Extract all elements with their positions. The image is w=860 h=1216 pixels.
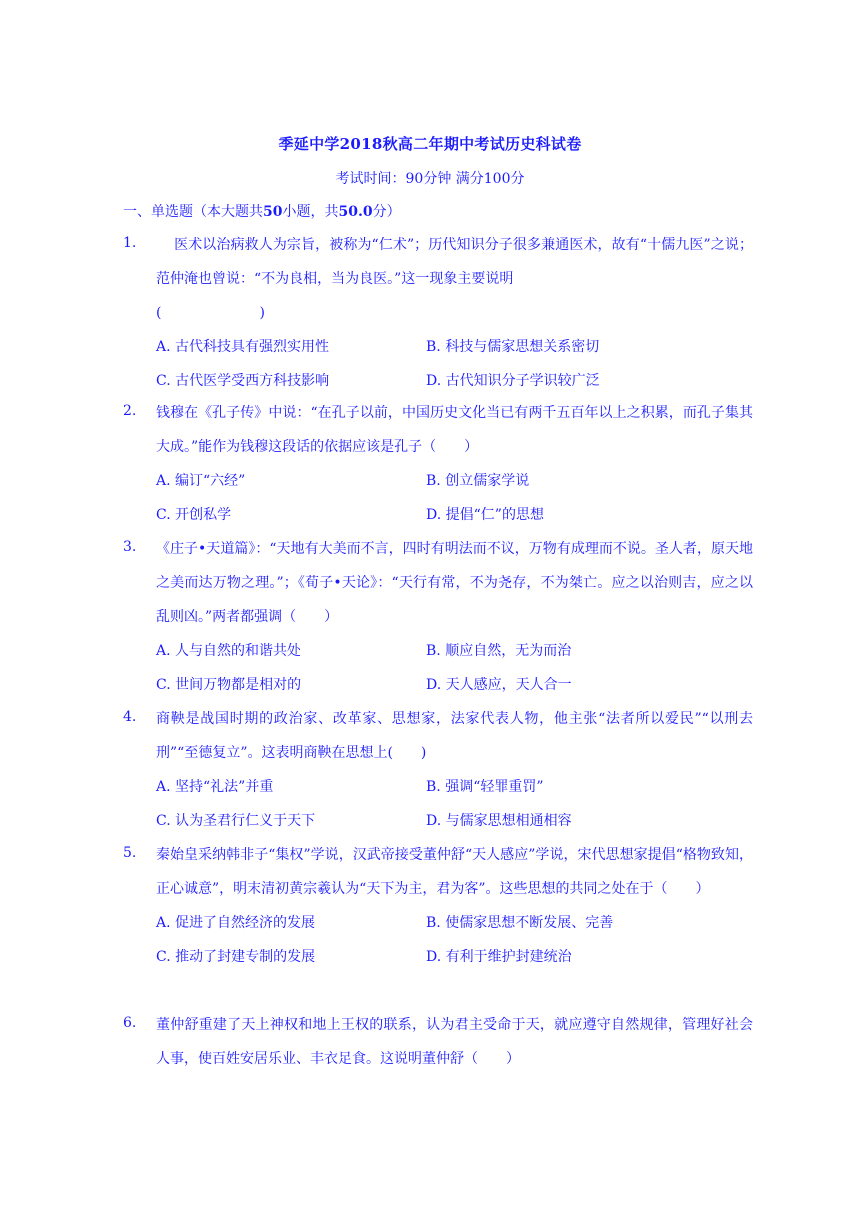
question-number: 6. (123, 1015, 137, 1031)
question-number: 3. (123, 539, 137, 555)
option-d[interactable]: D. 有利于维护封建统治 (426, 949, 572, 965)
option-a[interactable]: A. 人与自然的和谐共处 (156, 643, 302, 659)
section-label-prefix: 一、单选题（本大题共 (123, 204, 263, 220)
question-6 (123, 1008, 753, 1076)
exam-subtitle: 考试时间：90分钟 满分100分 (335, 171, 525, 187)
option-d[interactable]: D. 古代知识分子学识较广泛 (426, 373, 600, 389)
question-2 (123, 396, 753, 532)
section-heading (123, 201, 401, 221)
options (156, 330, 753, 398)
option-b[interactable]: B. 使儒家思想不断发展、完善 (426, 915, 614, 931)
option-c[interactable]: C. 推动了封建专制的发展 (156, 949, 316, 965)
question-3 (123, 532, 753, 702)
question-text: 商鞅是战国时期的政治家、改革家、思想家，法家代表人物，他主张“法者所以爱民”“以刑去刑”“至德复立”。这表明商鞅在思想上( ) (156, 711, 753, 761)
option-b[interactable]: B. 强调“轻罪重罚” (426, 779, 544, 795)
option-c[interactable]: C. 世间万物都是相对的 (156, 677, 302, 693)
question-text: 《庄子•天道篇》：“天地有大美而不言，四时有明法而不议，万物有成理而不说。圣人者，原天地之美而达万物之理。”；《荀子•天论》：“天行有常，不为尧存，不为桀亡。应之以治则吉，应之以乱则凶。”两者都强调（ ） (156, 541, 753, 625)
answer-paren: ( ) (156, 305, 265, 321)
option-d[interactable]: D. 天人感应，天人合一 (426, 677, 572, 693)
option-a[interactable]: A. 古代科技具有强烈实用性 (156, 339, 330, 355)
options (156, 634, 753, 702)
question-text: 秦始皇采纳韩非子“集权”学说，汉武帝接受董仲舒“天人感应”学说，宋代思想家提倡“格物致知，正心诚意”，明末清初黄宗羲认为“天下为主，君为客”。这些思想的共同之处在于（ ） (156, 847, 753, 897)
section-count: 50 (263, 204, 283, 220)
exam-title: 季延中学2018秋高二年期中考试历史科试卷 (278, 135, 582, 153)
section-label-mid: 小题，共 (282, 204, 339, 220)
question-5 (123, 838, 753, 974)
option-b[interactable]: B. 创立儒家学说 (426, 473, 530, 489)
option-a[interactable]: A. 坚持“礼法”并重 (156, 779, 274, 795)
question-text: 钱穆在《孔子传》中说：“在孔子以前，中国历史文化当已有两千五百年以上之积累，而孔子集其大成。”能作为钱穆这段话的依据应该是孔子（ ） (156, 405, 753, 455)
option-c[interactable]: C. 认为圣君行仁义于天下 (156, 813, 316, 829)
question-number: 2. (123, 403, 137, 419)
options (156, 770, 753, 838)
options (156, 906, 753, 974)
option-a[interactable]: A. 编订“六经” (156, 473, 246, 489)
question-text: 董仲舒重建了天上神权和地上王权的联系，认为君主受命于天，就应遵守自然规律，管理好社会人事，使百姓安居乐业、丰衣足食。这说明董仲舒（ ） (156, 1017, 753, 1067)
options (156, 464, 753, 532)
question-1 (123, 228, 753, 398)
question-text: 医术以治病救人为宗旨，被称为“仁术”；历代知识分子很多兼通医术，故有“十儒九医”之说；范仲淹也曾说：“不为良相，当为良医。”这一现象主要说明 (156, 237, 753, 287)
question-number: 4. (123, 709, 137, 725)
option-d[interactable]: D. 与儒家思想相通相容 (426, 813, 572, 829)
section-score: 50.0 (338, 204, 373, 220)
option-a[interactable]: A. 促进了自然经济的发展 (156, 915, 316, 931)
question-number: 1. (123, 235, 137, 251)
question-number: 5. (123, 845, 137, 861)
option-c[interactable]: C. 开创私学 (156, 507, 232, 523)
option-b[interactable]: B. 顺应自然，无为而治 (426, 643, 572, 659)
option-d[interactable]: D. 提倡“仁”的思想 (426, 507, 544, 523)
question-4 (123, 702, 753, 838)
section-label-suffix: 分） (372, 204, 401, 220)
option-c[interactable]: C. 古代医学受西方科技影响 (156, 373, 330, 389)
option-b[interactable]: B. 科技与儒家思想关系密切 (426, 339, 600, 355)
